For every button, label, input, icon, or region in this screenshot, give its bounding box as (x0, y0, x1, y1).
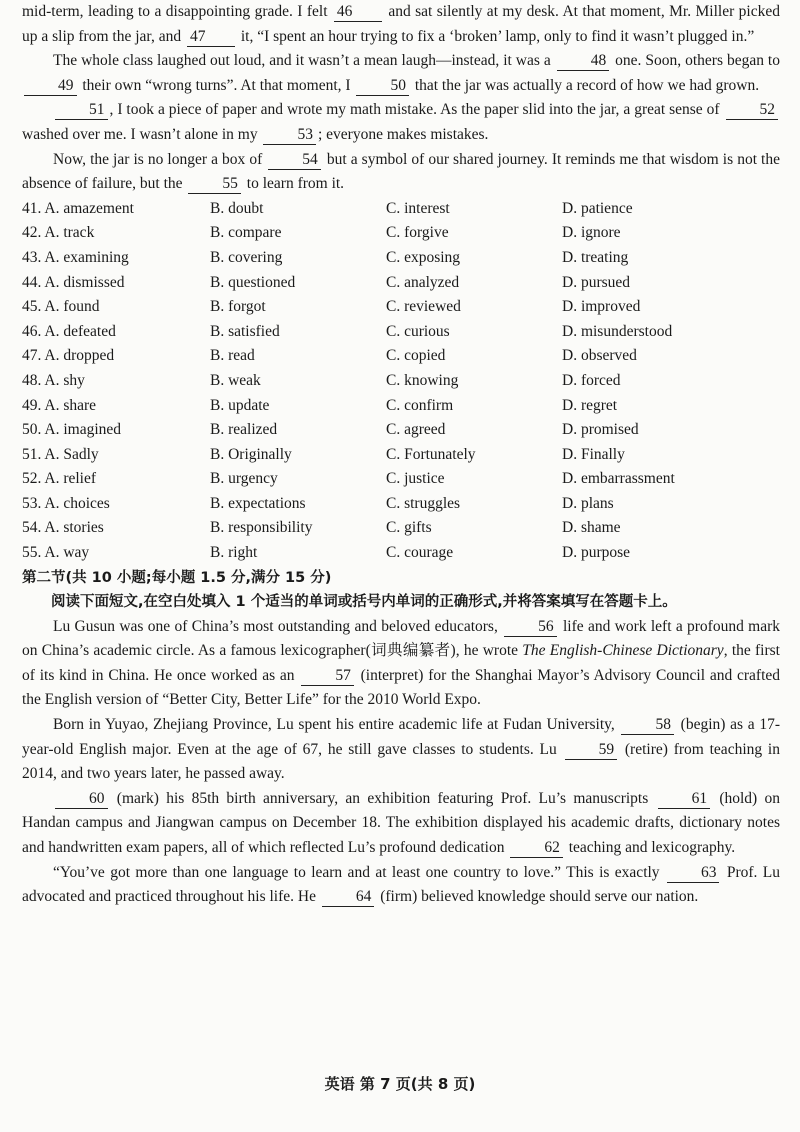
passage-text: that the jar was actually a record of how we had grown. (410, 76, 760, 94)
option-b: B. right (210, 544, 258, 562)
option-d: D. embarrassment (562, 470, 675, 488)
blank-64: 64 (322, 888, 375, 907)
passage-text: teaching and lexicography. (564, 839, 736, 856)
section-title: 第二节(共 10 小题;每小题 1.5 分,满分 15 分) (22, 569, 332, 586)
blank-61: 61 (658, 790, 711, 809)
passage-text: their own “wrong turns”. At that moment, I (78, 76, 355, 94)
passage-paragraph (22, 98, 780, 147)
passage-paragraph (22, 713, 780, 787)
option-c: C. Fortunately (386, 445, 476, 463)
passage-text: ; everyone makes mistakes. (317, 125, 489, 143)
option-b: B. responsibility (210, 519, 313, 537)
question-option-a: 53. A. choices (22, 494, 110, 512)
passage-text: , the first of its kind in China. He once worked as an (22, 642, 780, 684)
passage-text: (retire) from teaching in 2014, and two years later, he passed away. (22, 740, 780, 783)
question-option-a: 43. A. examining (22, 248, 129, 266)
option-row (22, 221, 780, 246)
passage-text: Born in Yuyao, Zhejiang Province, Lu spent his entire academic life at Fudan University, (53, 716, 620, 734)
passage-paragraph (22, 787, 780, 861)
question-option-a: 50. A. imagined (22, 421, 122, 439)
option-row (22, 320, 780, 345)
question-option-a: 48. A. shy (22, 371, 85, 389)
section-instruction: 阅读下面短文,在空白处填入 1 个适当的单词或括号内单词的正确形式,并将答案填写在答题卡上。 (51, 593, 677, 610)
option-d: D. shame (562, 519, 621, 537)
option-row (22, 369, 780, 394)
option-c: C. justice (386, 470, 445, 488)
option-c: C. forgive (386, 224, 449, 242)
option-c: C. knowing (386, 371, 459, 389)
question-option-a: 52. A. relief (22, 470, 97, 488)
blank-52: 52 (726, 101, 779, 120)
passage-text: (firm) believed knowledge should serve our nation. (376, 888, 699, 906)
passage-text: (interpret) for the Shanghai Mayor’s Advisory Council and crafted the English version of “Better City, Better Life” for the 2010 World Expo. (22, 666, 781, 709)
passage-text: Lu Gusun was one of China’s most outstanding and beloved educators, (53, 617, 503, 635)
passage-text: washed over me. I wasn’t alone in my (22, 125, 262, 143)
option-b: B. forgot (210, 298, 266, 316)
option-b: B. Originally (210, 445, 292, 463)
option-row (22, 197, 780, 222)
option-row (22, 394, 780, 419)
option-b: B. expectations (210, 494, 306, 512)
passage-text: mid-term, leading to a disappointing grade. I felt (22, 3, 332, 20)
question-option-a: 41. A. amazement (22, 199, 134, 217)
option-c: C. struggles (386, 494, 461, 512)
option-row (22, 516, 780, 541)
question-option-a: 42. A. track (22, 224, 95, 242)
question-option-a: 44. A. dismissed (22, 273, 125, 291)
option-c: C. interest (386, 199, 450, 217)
option-b: B. covering (210, 248, 283, 266)
blank-50: 50 (356, 77, 409, 96)
blank-46: 46 (334, 3, 382, 22)
option-d: D. purpose (562, 544, 631, 562)
option-b: B. doubt (210, 199, 264, 217)
passage-text: , I took a piece of paper and wrote my math mistake. As the paper slid into the jar, a great sense of (109, 101, 724, 119)
option-d: D. plans (562, 494, 614, 512)
option-c: C. confirm (386, 396, 454, 414)
option-b: B. questioned (210, 273, 296, 291)
passage-paragraph (22, 861, 780, 910)
question-option-a: 45. A. found (22, 298, 100, 316)
option-d: D. observed (562, 347, 637, 365)
page-footer: 英语 第 7 页(共 8 页) (324, 1075, 476, 1093)
option-d: D. Finally (562, 445, 625, 463)
blank-59: 59 (565, 741, 618, 760)
question-option-a: 51. A. Sadly (22, 445, 99, 463)
blank-48: 48 (557, 52, 610, 71)
option-row (22, 467, 780, 492)
blank-56: 56 (504, 618, 557, 637)
blank-62: 62 (510, 839, 563, 858)
blank-47: 47 (187, 28, 235, 47)
passage-paragraph (22, 49, 780, 98)
option-b: B. urgency (210, 470, 278, 488)
option-b: B. realized (210, 421, 278, 439)
question-option-a: 47. A. dropped (22, 347, 115, 365)
option-d: D. improved (562, 298, 641, 316)
option-row (22, 418, 780, 443)
option-b: B. read (210, 347, 255, 365)
passage-text: it, “I spent an hour trying to fix a ‘broken’ lamp, only to find it wasn’t plugged in.” (236, 27, 755, 45)
option-d: D. treating (562, 248, 629, 266)
option-d: D. ignore (562, 224, 621, 242)
question-option-a: 54. A. stories (22, 519, 104, 537)
passage-text: Now, the jar is no longer a box of (53, 150, 267, 168)
blank-58: 58 (621, 716, 674, 735)
option-d: D. patience (562, 199, 633, 217)
option-b: B. compare (210, 224, 282, 242)
option-d: D. pursued (562, 273, 631, 291)
option-c: C. curious (386, 322, 450, 340)
option-b: B. update (210, 396, 270, 414)
blank-63: 63 (667, 864, 720, 883)
passage-text: to learn from it. (242, 175, 345, 193)
question-option-a: 55. A. way (22, 544, 90, 562)
option-c: C. agreed (386, 421, 446, 439)
option-d: D. forced (562, 371, 621, 389)
blank-55: 55 (188, 175, 241, 194)
passage-text: (mark) his 85th birth anniversary, an exhibition featuring Prof. Lu’s manuscripts (109, 789, 656, 807)
passage-text: Prof. Lu advocated and practiced throughout his life. He (22, 863, 780, 906)
blank-49: 49 (24, 77, 77, 96)
question-option-a: 46. A. defeated (22, 322, 116, 340)
option-b: B. weak (210, 371, 261, 389)
option-d: D. regret (562, 396, 618, 414)
option-row (22, 271, 780, 296)
option-d: D. promised (562, 421, 639, 439)
passage-paragraph (22, 615, 780, 713)
blank-53: 53 (263, 126, 316, 145)
option-row (22, 492, 780, 517)
option-c: C. analyzed (386, 273, 460, 291)
option-c: C. exposing (386, 248, 461, 266)
blank-51: 51 (55, 101, 108, 120)
blank-57: 57 (301, 667, 354, 686)
option-c: C. copied (386, 347, 446, 365)
option-c: C. reviewed (386, 298, 461, 316)
blank-60: 60 (55, 790, 108, 809)
option-c: C. gifts (386, 519, 432, 537)
passage-text: and sat silently at my desk. At that moment, Mr. Miller picked up a slip from the jar, and (22, 3, 780, 45)
option-row (22, 246, 780, 271)
option-d: D. misunderstood (562, 322, 673, 340)
passage-text: The whole class laughed out loud, and it wasn’t a mean laugh—instead, it was a (53, 52, 555, 70)
option-row (22, 541, 780, 566)
passage-text: life and work left a profound mark on China’s academic circle. As a famous lexicographer(词典编纂者), he wrote (22, 617, 781, 660)
passage-text: one. Soon, others began to (611, 52, 780, 70)
passage-text: (begin) as a 17-year-old English major. Even at the age of 67, he still gave classes to students. Lu (22, 716, 780, 758)
book-title: The English-Chinese Dictionary (522, 642, 724, 660)
passage-text: “You’ve got more than one language to learn and at least one country to love.” This is exactly (53, 863, 665, 881)
question-option-a: 49. A. share (22, 396, 97, 414)
passage-text: (hold) on Handan campus and Jiangwan campus on December 18. The exhibition displayed his academic drafts, dictionary notes and handwritten exam papers, all of which reflected Lu’s profound dedication (22, 789, 780, 856)
option-b: B. satisfied (210, 322, 280, 340)
option-c: C. courage (386, 544, 454, 562)
passage-paragraph (22, 148, 780, 197)
option-row (22, 295, 780, 320)
options-list (22, 197, 780, 566)
option-row (22, 443, 780, 468)
passage-paragraph (22, 0, 780, 49)
option-row (22, 344, 780, 369)
blank-54: 54 (268, 151, 321, 170)
passage-text: but a symbol of our shared journey. It reminds me that wisdom is not the absence of failure, but the (22, 150, 780, 193)
